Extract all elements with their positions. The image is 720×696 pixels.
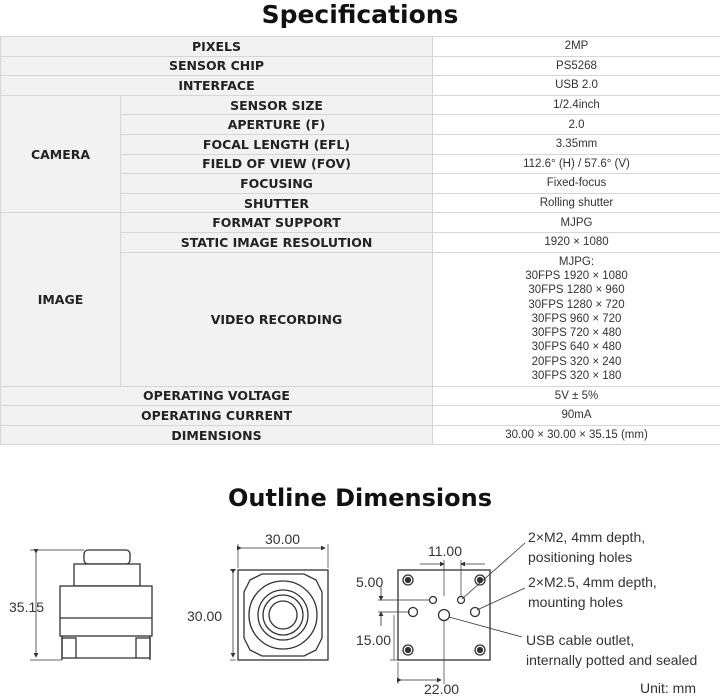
- spec-value: 112.6° (H) / 57.6° (V): [433, 154, 720, 174]
- specifications-table: [0, 36, 720, 445]
- spec-label: DIMENSIONS: [1, 425, 433, 445]
- video-mode: 30FPS 1920 × 1080: [525, 269, 628, 282]
- spec-label: SENSOR CHIP: [1, 56, 433, 76]
- table-row: [1, 425, 720, 445]
- back-left-bottom-dimension: 15.00: [356, 632, 392, 648]
- positioning-holes-note: 2×M2, 4mm depth,: [528, 529, 646, 545]
- usb-outlet-note: USB cable outlet,: [526, 632, 635, 648]
- video-mode: 30FPS 1280 × 720: [528, 298, 625, 311]
- table-row: [1, 95, 720, 115]
- spec-label: VIDEO RECORDING: [121, 252, 433, 386]
- spec-label: INTERFACE: [1, 76, 433, 96]
- positioning-holes-note: positioning holes: [528, 549, 633, 565]
- video-mode: 30FPS 960 × 720: [531, 312, 622, 325]
- spec-value: 3.35mm: [433, 134, 720, 154]
- spec-label: FORMAT SUPPORT: [121, 213, 433, 233]
- back-view-drawing: [378, 543, 525, 684]
- outline-title: Outline Dimensions: [227, 484, 493, 512]
- side-height-dimension: 35.15: [9, 599, 45, 615]
- spec-value: 90mA: [433, 406, 720, 426]
- front-height-dimension: 30.00: [187, 608, 223, 624]
- spec-label: APERTURE (F): [121, 115, 433, 135]
- specifications-title: Specifications: [261, 0, 459, 29]
- back-top-dimension: 11.00: [428, 543, 462, 559]
- back-bottom-dimension: 22.00: [424, 681, 460, 696]
- table-row: [1, 386, 720, 406]
- spec-label: STATIC IMAGE RESOLUTION: [121, 232, 433, 252]
- spec-value: 1920 × 1080: [433, 232, 720, 252]
- outline-drawings: [0, 520, 720, 696]
- spec-label: PIXELS: [1, 37, 433, 57]
- group-label-camera: CAMERA: [1, 95, 121, 213]
- mounting-holes-note: 2×M2.5, 4mm depth,: [528, 574, 657, 590]
- back-left-top-dimension: 5.00: [356, 574, 384, 590]
- video-mode: 30FPS 320 × 180: [531, 370, 622, 383]
- video-mode: 30FPS 640 × 480: [531, 341, 622, 354]
- video-mode: 20FPS 320 × 240: [531, 355, 622, 368]
- table-row: [1, 213, 720, 233]
- spec-value: USB 2.0: [433, 76, 720, 96]
- unit-label: Unit: mm: [640, 680, 696, 696]
- spec-value: Fixed-focus: [433, 174, 720, 194]
- spec-value: 5V ± 5%: [433, 386, 720, 406]
- spec-label: FOCAL LENGTH (EFL): [121, 134, 433, 154]
- side-view-drawing: [30, 550, 152, 660]
- spec-label: SENSOR SIZE: [121, 95, 433, 115]
- spec-value: PS5268: [433, 56, 720, 76]
- group-label-image: IMAGE: [1, 213, 121, 386]
- spec-value: 30.00 × 30.00 × 35.15 (mm): [433, 425, 720, 445]
- table-row: [1, 56, 720, 76]
- spec-label: OPERATING VOLTAGE: [1, 386, 433, 406]
- spec-value-list: [433, 252, 720, 386]
- spec-value: MJPG: [433, 213, 720, 233]
- table-row: [1, 76, 720, 96]
- spec-label: FIELD OF VIEW (FOV): [121, 154, 433, 174]
- spec-value: 1/2.4inch: [433, 95, 720, 115]
- video-mode: 30FPS 1280 × 960: [528, 284, 625, 297]
- spec-value: 2.0: [433, 115, 720, 135]
- video-mode: MJPG:: [558, 255, 595, 268]
- spec-value: Rolling shutter: [433, 193, 720, 213]
- usb-outlet-note: internally potted and sealed: [526, 652, 698, 668]
- spec-value: 2MP: [433, 37, 720, 57]
- spec-label: FOCUSING: [121, 174, 433, 194]
- front-width-dimension: 30.00: [265, 531, 301, 547]
- table-row: [1, 406, 720, 426]
- spec-label: OPERATING CURRENT: [1, 406, 433, 426]
- table-row: [1, 37, 720, 57]
- mounting-holes-note: mounting holes: [528, 594, 623, 610]
- spec-label: SHUTTER: [121, 193, 433, 213]
- front-view-drawing: [230, 544, 328, 660]
- video-mode: 30FPS 720 × 480: [531, 327, 622, 340]
